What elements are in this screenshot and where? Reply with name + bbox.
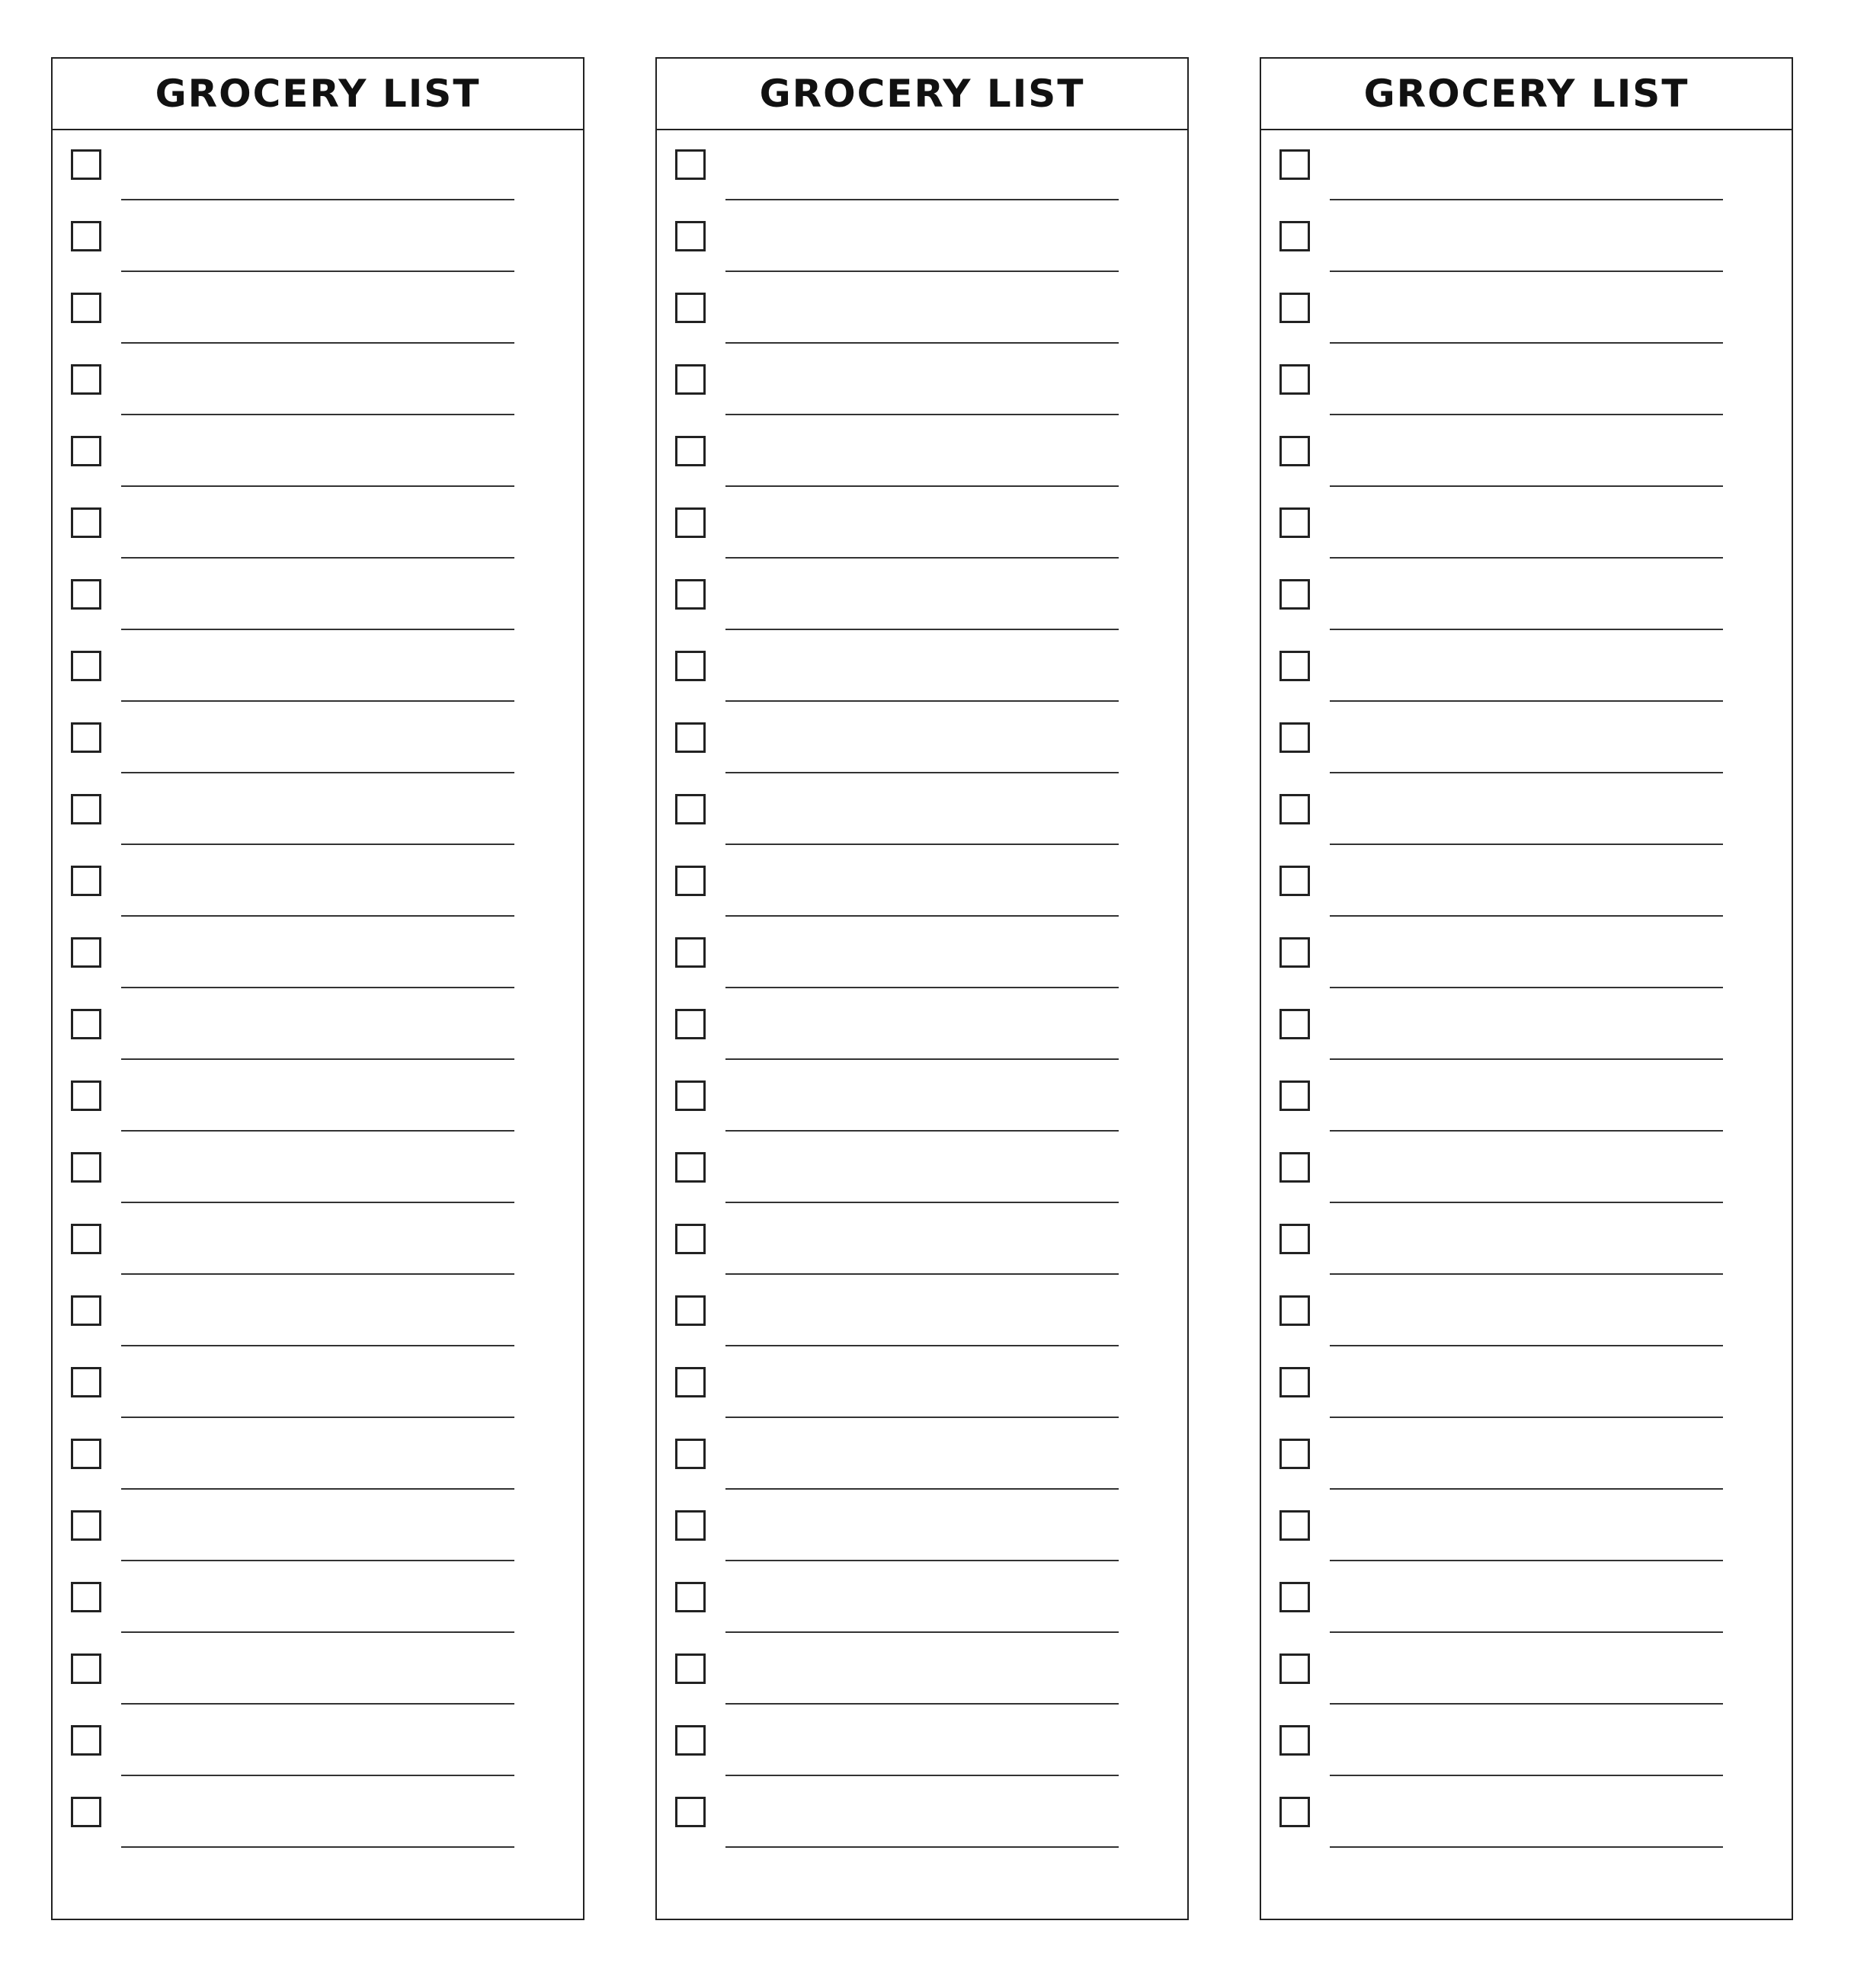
list-item <box>53 130 583 202</box>
item-checkbox[interactable] <box>1279 937 1310 968</box>
list-item <box>1261 1634 1792 1706</box>
item-write-line[interactable] <box>725 700 1119 702</box>
list-item <box>53 918 583 990</box>
item-checkbox[interactable] <box>1279 1725 1310 1756</box>
list-item <box>1261 202 1792 274</box>
item-checkbox[interactable] <box>71 436 101 466</box>
item-write-line[interactable] <box>725 1273 1119 1275</box>
list-item <box>53 990 583 1061</box>
list-item <box>657 1634 1187 1706</box>
list-item <box>53 1634 583 1706</box>
item-checkbox[interactable] <box>1279 1797 1310 1827</box>
item-write-line[interactable] <box>121 485 514 487</box>
item-write-line[interactable] <box>121 844 514 845</box>
list-item <box>657 1563 1187 1634</box>
list-item <box>53 1491 583 1563</box>
item-write-line[interactable] <box>1330 342 1723 344</box>
item-write-line[interactable] <box>725 342 1119 344</box>
item-checkbox[interactable] <box>1279 722 1310 753</box>
list-rows <box>1261 130 1792 1849</box>
item-checkbox[interactable] <box>1279 1653 1310 1684</box>
item-write-line[interactable] <box>121 1775 514 1776</box>
list-item <box>53 1563 583 1634</box>
list-item <box>657 560 1187 632</box>
item-write-line[interactable] <box>725 485 1119 487</box>
list-item <box>657 1706 1187 1778</box>
item-write-line[interactable] <box>725 1560 1119 1561</box>
item-checkbox[interactable] <box>675 1510 706 1541</box>
list-item <box>1261 918 1792 990</box>
list-item <box>1261 1420 1792 1491</box>
list-item <box>1261 1563 1792 1634</box>
list-item <box>53 560 583 632</box>
item-checkbox[interactable] <box>675 937 706 968</box>
item-write-line[interactable] <box>1330 1775 1723 1776</box>
item-checkbox[interactable] <box>71 1439 101 1469</box>
item-checkbox[interactable] <box>675 507 706 538</box>
list-item <box>657 488 1187 560</box>
item-write-line[interactable] <box>1330 1488 1723 1490</box>
item-write-line[interactable] <box>725 987 1119 988</box>
list-item <box>53 274 583 345</box>
item-checkbox[interactable] <box>71 794 101 824</box>
item-write-line[interactable] <box>121 1846 514 1848</box>
item-checkbox[interactable] <box>71 1152 101 1183</box>
item-checkbox[interactable] <box>1279 436 1310 466</box>
list-item <box>1261 1205 1792 1276</box>
item-checkbox[interactable] <box>675 866 706 896</box>
item-write-line[interactable] <box>1330 1345 1723 1346</box>
list-item <box>657 417 1187 488</box>
item-write-line[interactable] <box>1330 271 1723 272</box>
list-item <box>53 417 583 488</box>
list-item <box>1261 990 1792 1061</box>
item-write-line[interactable] <box>1330 1631 1723 1633</box>
item-write-line[interactable] <box>725 271 1119 272</box>
item-checkbox[interactable] <box>71 722 101 753</box>
item-checkbox[interactable] <box>71 1080 101 1111</box>
item-write-line[interactable] <box>121 629 514 630</box>
item-checkbox[interactable] <box>71 1582 101 1612</box>
card-title: GROCERY LIST <box>759 72 1085 116</box>
item-write-line[interactable] <box>725 1417 1119 1418</box>
item-checkbox[interactable] <box>71 364 101 395</box>
list-item <box>657 918 1187 990</box>
list-item <box>657 1778 1187 1849</box>
list-item <box>657 703 1187 775</box>
item-checkbox[interactable] <box>1279 1080 1310 1111</box>
item-checkbox[interactable] <box>675 1295 706 1326</box>
list-item <box>1261 703 1792 775</box>
item-checkbox[interactable] <box>675 579 706 610</box>
item-write-line[interactable] <box>121 414 514 415</box>
item-write-line[interactable] <box>1330 844 1723 845</box>
item-write-line[interactable] <box>121 1202 514 1203</box>
item-write-line[interactable] <box>725 844 1119 845</box>
list-item <box>1261 417 1792 488</box>
item-checkbox[interactable] <box>71 221 101 251</box>
item-checkbox[interactable] <box>71 651 101 681</box>
list-item <box>53 1348 583 1420</box>
list-item <box>657 1420 1187 1491</box>
list-item <box>1261 1348 1792 1420</box>
item-write-line[interactable] <box>1330 557 1723 559</box>
list-item <box>657 202 1187 274</box>
item-checkbox[interactable] <box>675 1582 706 1612</box>
item-write-line[interactable] <box>121 1703 514 1705</box>
item-checkbox[interactable] <box>675 149 706 180</box>
item-write-line[interactable] <box>1330 1846 1723 1848</box>
list-item <box>53 632 583 703</box>
item-write-line[interactable] <box>1330 629 1723 630</box>
card-title: GROCERY LIST <box>1363 72 1689 116</box>
list-item <box>657 1348 1187 1420</box>
list-item <box>1261 847 1792 918</box>
item-checkbox[interactable] <box>1279 293 1310 323</box>
list-item <box>1261 274 1792 345</box>
item-write-line[interactable] <box>121 1345 514 1346</box>
list-item <box>53 488 583 560</box>
item-checkbox[interactable] <box>1279 866 1310 896</box>
grocery-list-card-2 <box>655 57 1189 1920</box>
list-item <box>1261 1276 1792 1348</box>
item-checkbox[interactable] <box>675 1009 706 1039</box>
item-checkbox[interactable] <box>1279 651 1310 681</box>
item-write-line[interactable] <box>725 1202 1119 1203</box>
list-item <box>657 632 1187 703</box>
item-write-line[interactable] <box>725 1488 1119 1490</box>
item-checkbox[interactable] <box>71 507 101 538</box>
list-item <box>53 847 583 918</box>
item-write-line[interactable] <box>725 1846 1119 1848</box>
item-checkbox[interactable] <box>675 1653 706 1684</box>
item-write-line[interactable] <box>725 1703 1119 1705</box>
item-write-line[interactable] <box>1330 414 1723 415</box>
item-write-line[interactable] <box>725 629 1119 630</box>
item-checkbox[interactable] <box>1279 579 1310 610</box>
card-header <box>657 59 1187 130</box>
item-checkbox[interactable] <box>71 1653 101 1684</box>
item-checkbox[interactable] <box>71 149 101 180</box>
item-write-line[interactable] <box>725 1775 1119 1776</box>
item-write-line[interactable] <box>725 414 1119 415</box>
grocery-list-card-3 <box>1260 57 1793 1920</box>
list-item <box>53 1778 583 1849</box>
item-checkbox[interactable] <box>1279 1009 1310 1039</box>
item-checkbox[interactable] <box>71 1797 101 1827</box>
item-write-line[interactable] <box>121 1631 514 1633</box>
list-item <box>657 345 1187 417</box>
item-checkbox[interactable] <box>1279 1224 1310 1254</box>
item-write-line[interactable] <box>1330 987 1723 988</box>
item-write-line[interactable] <box>725 1345 1119 1346</box>
item-write-line[interactable] <box>1330 1560 1723 1561</box>
item-write-line[interactable] <box>1330 1202 1723 1203</box>
item-write-line[interactable] <box>121 271 514 272</box>
item-write-line[interactable] <box>725 557 1119 559</box>
item-checkbox[interactable] <box>1279 1439 1310 1469</box>
item-checkbox[interactable] <box>675 794 706 824</box>
item-write-line[interactable] <box>1330 1273 1723 1275</box>
list-item <box>657 847 1187 918</box>
list-item <box>1261 1061 1792 1133</box>
item-write-line[interactable] <box>121 987 514 988</box>
list-item <box>53 1133 583 1205</box>
item-checkbox[interactable] <box>71 293 101 323</box>
item-checkbox[interactable] <box>675 1367 706 1397</box>
card-header <box>53 59 583 130</box>
item-write-line[interactable] <box>121 199 514 200</box>
item-checkbox[interactable] <box>675 436 706 466</box>
list-rows <box>53 130 583 1849</box>
item-write-line[interactable] <box>1330 485 1723 487</box>
list-item <box>657 775 1187 847</box>
list-item <box>53 1061 583 1133</box>
item-checkbox[interactable] <box>1279 149 1310 180</box>
item-write-line[interactable] <box>1330 915 1723 917</box>
list-item <box>657 130 1187 202</box>
item-write-line[interactable] <box>121 1560 514 1561</box>
list-item <box>1261 130 1792 202</box>
item-write-line[interactable] <box>725 1631 1119 1633</box>
item-checkbox[interactable] <box>71 1224 101 1254</box>
item-write-line[interactable] <box>121 557 514 559</box>
item-checkbox[interactable] <box>675 1439 706 1469</box>
item-checkbox[interactable] <box>675 1725 706 1756</box>
item-write-line[interactable] <box>725 1058 1119 1060</box>
item-write-line[interactable] <box>1330 1703 1723 1705</box>
item-checkbox[interactable] <box>675 1797 706 1827</box>
list-item <box>1261 1491 1792 1563</box>
item-checkbox[interactable] <box>675 1080 706 1111</box>
card-title: GROCERY LIST <box>155 72 481 116</box>
item-write-line[interactable] <box>1330 199 1723 200</box>
item-checkbox[interactable] <box>1279 1152 1310 1183</box>
item-write-line[interactable] <box>725 772 1119 773</box>
item-write-line[interactable] <box>121 1130 514 1132</box>
list-item <box>657 1276 1187 1348</box>
item-checkbox[interactable] <box>1279 507 1310 538</box>
item-checkbox[interactable] <box>1279 794 1310 824</box>
item-checkbox[interactable] <box>71 937 101 968</box>
grocery-list-card-1 <box>51 57 584 1920</box>
item-checkbox[interactable] <box>675 722 706 753</box>
item-checkbox[interactable] <box>71 579 101 610</box>
item-write-line[interactable] <box>121 772 514 773</box>
item-write-line[interactable] <box>121 1417 514 1418</box>
list-rows <box>657 130 1187 1849</box>
list-item <box>657 274 1187 345</box>
item-checkbox[interactable] <box>675 221 706 251</box>
item-checkbox[interactable] <box>71 1009 101 1039</box>
list-item <box>53 703 583 775</box>
item-checkbox[interactable] <box>1279 1295 1310 1326</box>
list-item <box>53 345 583 417</box>
item-write-line[interactable] <box>725 915 1119 917</box>
list-item <box>53 1276 583 1348</box>
item-checkbox[interactable] <box>71 1725 101 1756</box>
list-item <box>657 1133 1187 1205</box>
item-checkbox[interactable] <box>675 293 706 323</box>
item-write-line[interactable] <box>725 1130 1119 1132</box>
list-item <box>1261 345 1792 417</box>
item-checkbox[interactable] <box>71 866 101 896</box>
card-header <box>1261 59 1792 130</box>
item-write-line[interactable] <box>1330 1130 1723 1132</box>
item-checkbox[interactable] <box>675 1224 706 1254</box>
item-write-line[interactable] <box>121 1273 514 1275</box>
item-write-line[interactable] <box>1330 700 1723 702</box>
list-item <box>53 1706 583 1778</box>
item-checkbox[interactable] <box>1279 1510 1310 1541</box>
list-item <box>1261 560 1792 632</box>
item-checkbox[interactable] <box>1279 221 1310 251</box>
item-write-line[interactable] <box>121 1058 514 1060</box>
list-item <box>657 990 1187 1061</box>
item-checkbox[interactable] <box>71 1510 101 1541</box>
item-checkbox[interactable] <box>1279 1367 1310 1397</box>
item-checkbox[interactable] <box>71 1367 101 1397</box>
list-item <box>53 1420 583 1491</box>
list-item <box>657 1061 1187 1133</box>
item-checkbox[interactable] <box>675 364 706 395</box>
item-checkbox[interactable] <box>1279 364 1310 395</box>
list-item <box>1261 488 1792 560</box>
item-write-line[interactable] <box>121 700 514 702</box>
list-item <box>1261 1133 1792 1205</box>
list-item <box>53 775 583 847</box>
list-item <box>657 1491 1187 1563</box>
list-item <box>53 1205 583 1276</box>
item-checkbox[interactable] <box>1279 1582 1310 1612</box>
list-item <box>1261 1778 1792 1849</box>
list-item <box>657 1205 1187 1276</box>
item-checkbox[interactable] <box>675 1152 706 1183</box>
item-write-line[interactable] <box>725 199 1119 200</box>
list-item <box>1261 632 1792 703</box>
list-item <box>1261 1706 1792 1778</box>
list-item <box>53 202 583 274</box>
item-checkbox[interactable] <box>675 651 706 681</box>
item-write-line[interactable] <box>1330 1058 1723 1060</box>
item-write-line[interactable] <box>1330 772 1723 773</box>
item-checkbox[interactable] <box>71 1295 101 1326</box>
item-write-line[interactable] <box>121 342 514 344</box>
list-item <box>1261 775 1792 847</box>
item-write-line[interactable] <box>1330 1417 1723 1418</box>
item-write-line[interactable] <box>121 1488 514 1490</box>
item-write-line[interactable] <box>121 915 514 917</box>
